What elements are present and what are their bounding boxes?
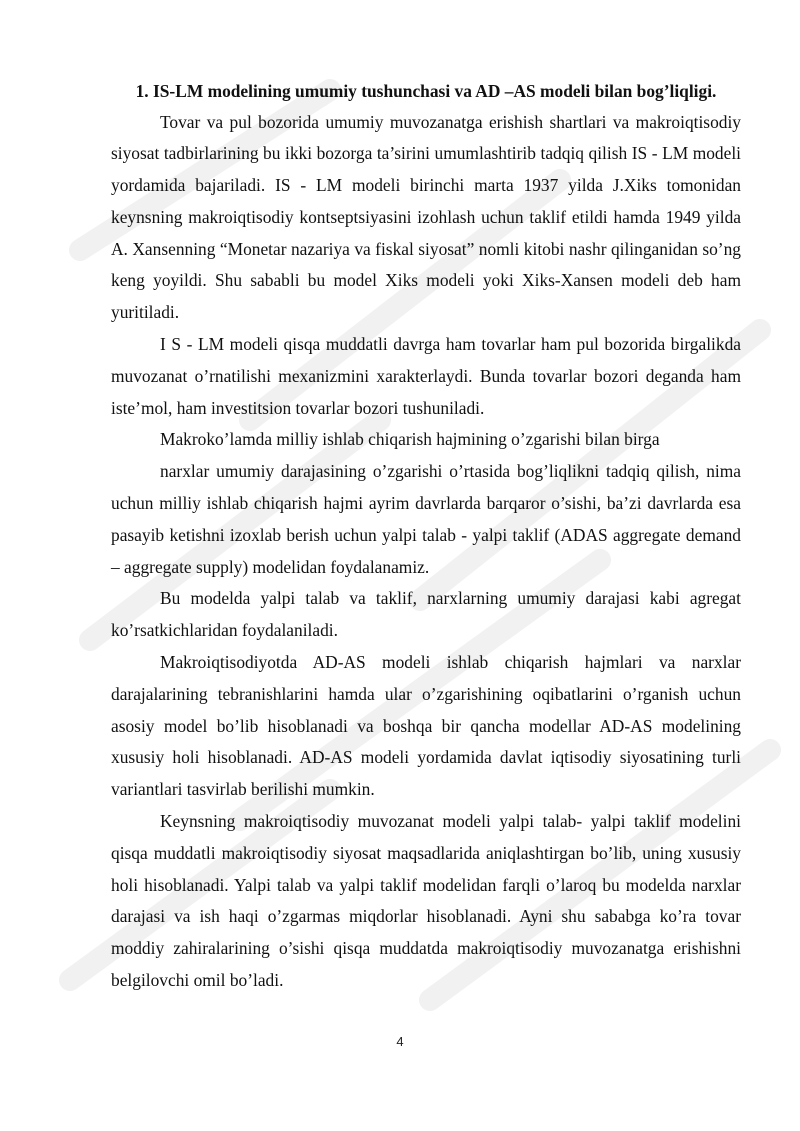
section-title: 1. IS-LM modelining umumiy tushunchasi va AD –AS modeli bilan bog’liqligi. — [135, 81, 717, 101]
paragraph-price-level: narxlar umumiy darajasining o’zgarishi o’rtasida bog’liqlikni tadqiq qilish, nima uchun milliy ishlab chiqarish hajmi ayrim davrlarda barqaror o’sishi, ba’zi davrlarda esa pasayib ketishni izoxlab berish uchun yalpi talab - yalpi taklif (ADAS aggregate demand – aggregate supply) modelidan foydalanamiz. — [111, 461, 741, 577]
document-body — [111, 76, 741, 997]
paragraph-is-lm-intro: Tovar va pul bozorida umumiy muvozanatga erishish shartlari va makroiqtisodiy siyosat tadbirlarining bu ikki bozorga ta’sirini umumlashtirib tadqiq qilish IS - LM modeli yordamida bajariladi. IS - LM modeli birinchi marta 1937 yilda J.Xiks tomonidan keynsning makroiqtisodiy kontseptsiyasini izohlash uchun taklif etildi hamda 1949 yilda A. Xansenning “Monetar nazariya va fiskal siyosat” nomli kitobi nashr qilinganidan so’ng keng yoyildi. Shu sababli bu model Xiks modeli yoki Xiks-Xansen modeli deb ham yuritiladi. — [111, 111, 741, 323]
paragraph-is-lm-short-run: I S - LM modeli qisqa muddatli davrga ham tovarlar ham pul bozorida birgalikda muvozanat o’rnatilishi mexanizmini xarakterlaydi. Bunda tovarlar bozori deganda ham iste’mol, ham investitsion tovarlar bozori tushuniladi. — [111, 334, 741, 418]
paragraph-macro-scale: Makroko’lamda milliy ishlab chiqarish hajmining o’zgarishi bilan birga — [160, 429, 660, 450]
page-number: 4 — [396, 1034, 404, 1049]
paragraph-keynes-model: Keynsning makroiqtisodiy muvozanat modeli yalpi talab- yalpi taklif modelini qisqa muddatli makroiqtisodiy siyosat maqsadlarida aniqlashtirgan bo’lib, uning xususiy holi hisoblanadi. Yalpi talab va yalpi taklif modelidan farqli o’laroq bu modelda narxlar darajasi va ish haqi o’zgarmas miqdorlar hisoblanadi. Ayni shu sababga ko’ra tovar moddiy zahiralarining o’sishi qisqa muddatda makroiqtisodiy muvozanatga erishishni belgilovchi omil bo’ladi. — [111, 811, 741, 991]
paragraph-ad-as-model: Makroiqtisodiyotda AD-AS modeli ishlab chiqarish hajmlari va narxlar darajalarining tebranishlarini hamda ular o’zgarishining oqibatlarini o’rganish uchun asosiy model bo’lib hisoblanadi va boshqa bir qancha modellar AD-AS modelining xususiy holi hisoblanadi. AD-AS modeli yordamida davlat iqtisodiy siyosatining turli variantlari tasvirlab berilishi mumkin. — [111, 652, 741, 800]
paragraph-aggregate-indicators: Bu modelda yalpi talab va taklif, narxlarning umumiy darajasi kabi agregat ko’rsatkichlaridan foydalaniladi. — [111, 588, 741, 641]
